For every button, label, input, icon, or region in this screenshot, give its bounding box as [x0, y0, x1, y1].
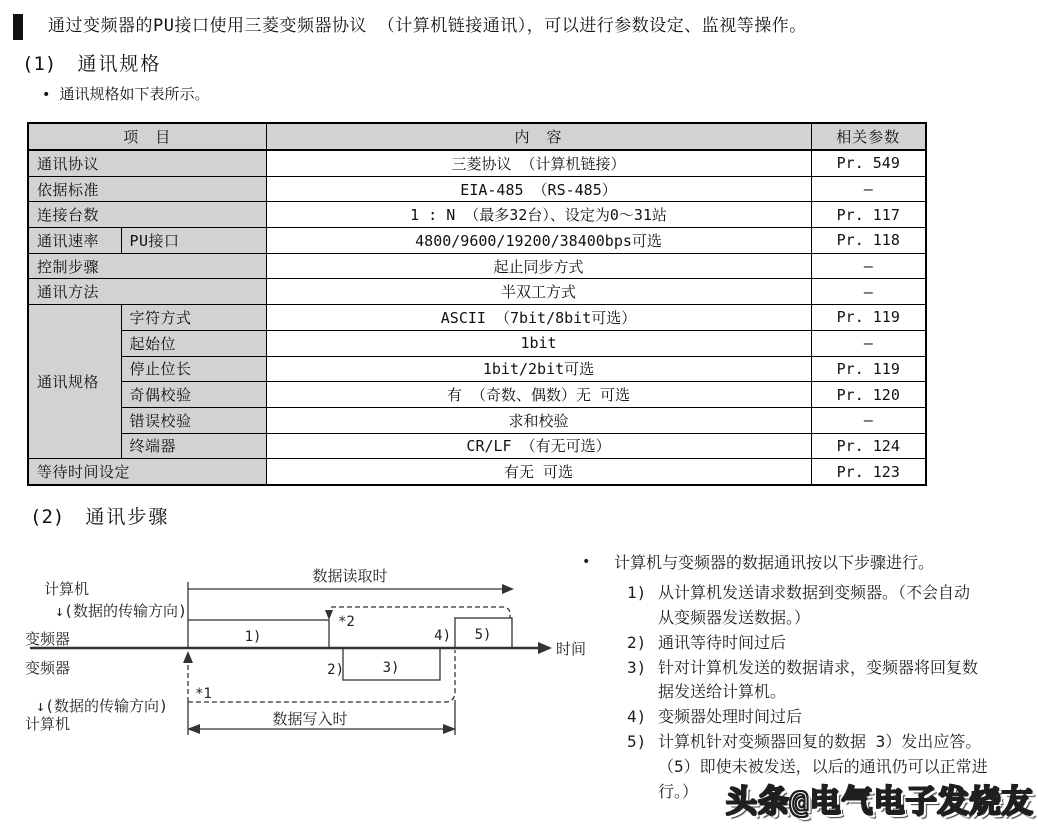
intro-block — [13, 11, 807, 41]
step-text — [658, 581, 970, 631]
row-content: 半双工方式 — [266, 279, 811, 305]
time-axis-arrowhead-icon — [538, 642, 552, 654]
section-1-title: 通讯规格 — [77, 53, 162, 75]
step4-label: 4) — [434, 628, 451, 644]
table-row — [28, 202, 926, 228]
row-param: Pr. 119 — [811, 305, 926, 331]
step-number: 3) — [627, 657, 647, 677]
step-text-line: 通讯等待时间过后 — [658, 632, 787, 652]
table-row — [28, 176, 926, 202]
step-text — [658, 631, 786, 656]
row-content: 1bit — [266, 330, 811, 356]
diagram-direction-top-label: ↓(数据的传输方向) — [55, 602, 188, 620]
step-number: 5) — [627, 732, 647, 752]
step-item — [578, 705, 1038, 730]
note1-label: *1 — [195, 686, 212, 702]
reply-dashed-path — [331, 607, 510, 618]
step-text-line: 计算机针对变频器回复的数据 3）发出应答。 — [658, 732, 982, 752]
step-text — [658, 656, 978, 706]
step-item — [578, 656, 1038, 706]
row-subitem: 起始位 — [121, 330, 266, 356]
section-marker-bar-icon — [13, 14, 23, 40]
table-header-row — [28, 123, 926, 150]
bullet-icon: • — [582, 554, 591, 570]
read-arrowhead-icon — [502, 584, 514, 594]
table-row — [28, 279, 926, 305]
write-dashed-path — [188, 650, 455, 702]
row-param: Pr. 117 — [811, 202, 926, 228]
row-param: — — [811, 253, 926, 279]
section-1-bullet-text: 通讯规格如下表所示。 — [59, 85, 210, 103]
steps-lead — [578, 550, 1038, 575]
write-right-arrowhead-icon — [443, 724, 456, 734]
step-text-line: 针对计算机发送的数据请求，变频器将回复数 — [658, 657, 979, 677]
section-2-heading — [30, 502, 169, 529]
diagram-time-label: 时间 — [556, 640, 587, 658]
row-content: 求和校验 — [266, 407, 811, 433]
intro-text: 通过变频器的PU接口使用三菱变频器协议 （计算机链接通讯），可以进行参数设定、监视等操作。 — [48, 16, 807, 36]
diagram-inverter1-label: 变频器 — [25, 630, 71, 648]
section-2-title: 通讯步骤 — [85, 506, 170, 528]
row-content: 三菱协议 （计算机链接） — [266, 150, 811, 176]
row-item: 通讯协议 — [28, 150, 266, 176]
step-number: 1) — [627, 583, 647, 602]
row-subitem: 终端器 — [121, 433, 266, 459]
diagram-read-label: 数据读取时 — [312, 567, 388, 585]
row-item: 控制步骤 — [28, 253, 266, 279]
row-param: Pr. 120 — [811, 382, 926, 408]
table-row — [28, 253, 926, 279]
step3-label: 3) — [382, 660, 400, 676]
bullet-icon: • — [42, 87, 51, 103]
row-subitem: 奇偶校验 — [121, 382, 266, 408]
step-number: 2) — [627, 632, 647, 652]
step-text-line: 行。） — [658, 781, 699, 801]
row-content: 1bit/2bit可选 — [266, 356, 811, 382]
step-text-line: （5）即使未被发送，以后的通讯仍可以正常进 — [658, 756, 988, 776]
step-text — [658, 705, 802, 730]
row-param: — — [811, 279, 926, 305]
steps-lead-text: 计算机与变频器的数据通讯按以下步骤进行。 — [614, 553, 935, 572]
section-2-number: (2) — [30, 506, 65, 528]
step-text-line: 据发送给计算机。 — [658, 682, 787, 702]
step-number: 4) — [627, 707, 647, 727]
spec-table — [27, 122, 927, 486]
step5-label: 5) — [474, 627, 492, 643]
table-row — [28, 407, 926, 433]
row-param: Pr. 118 — [811, 228, 926, 254]
row-subitem: 错误校验 — [121, 407, 266, 433]
diagram-computer-top-label: 计算机 — [44, 580, 90, 598]
row-param: Pr. 119 — [811, 356, 926, 382]
steps-list — [578, 550, 1038, 805]
diagram-direction-bottom-label: ↓(数据的传输方向) — [36, 697, 169, 715]
row-content: EIA-485 （RS-485） — [266, 176, 811, 202]
note1-up-arrow-icon — [183, 651, 193, 663]
row-content: 有无 可选 — [266, 459, 811, 485]
step2-label: 2) — [327, 662, 344, 678]
table-row — [28, 305, 926, 331]
row-param: Pr. 123 — [811, 459, 926, 485]
header-param: 相关参数 — [811, 123, 926, 150]
row-content: 有 （奇数、偶数）无 可选 — [266, 382, 811, 408]
row-subitem: 停止位长 — [121, 356, 266, 382]
section-1-bullet-line — [42, 83, 209, 104]
row-subitem: PU接口 — [121, 228, 266, 254]
table-row — [28, 150, 926, 176]
row-item: 等待时间设定 — [28, 459, 266, 485]
table-row — [28, 433, 926, 459]
table-row — [28, 330, 926, 356]
step-text-line: 变频器处理时间过后 — [658, 707, 803, 727]
row-content: 4800/9600/19200/38400bps可选 — [266, 228, 811, 254]
header-content: 内 容 — [266, 123, 811, 150]
table-row — [28, 356, 926, 382]
row-item: 连接台数 — [28, 202, 266, 228]
row-content: 起止同步方式 — [266, 253, 811, 279]
step-item — [578, 581, 1038, 631]
note2-down-arrow-icon — [325, 610, 333, 620]
row-param: Pr. 124 — [811, 433, 926, 459]
row-content: ASCII （7bit/8bit可选） — [266, 305, 811, 331]
row-item: 通讯速率 — [28, 228, 121, 254]
row-param: Pr. 549 — [811, 150, 926, 176]
note2-label: *2 — [338, 614, 355, 630]
row-param: — — [811, 407, 926, 433]
step-text-line: 从计算机发送请求数据到变频器。（不会自动 — [658, 583, 971, 602]
row-content: 1 : N （最多32台）、设定为0～31站 — [266, 202, 811, 228]
row-group-label: 通讯规格 — [28, 305, 121, 459]
table-row — [28, 382, 926, 408]
row-param: — — [811, 330, 926, 356]
step-item — [578, 631, 1038, 656]
row-subitem: 字符方式 — [121, 305, 266, 331]
step-text-line: 从变频器发送数据。） — [658, 607, 811, 627]
table-row — [28, 228, 926, 254]
write-left-arrowhead-icon — [187, 724, 200, 734]
header-item: 项 目 — [28, 123, 266, 150]
section-1-number: (1) — [22, 53, 57, 75]
step1-label: 1) — [244, 629, 262, 645]
section-1-heading — [22, 49, 161, 76]
timing-diagram — [20, 560, 600, 745]
diagram-computer-bottom-label: 计算机 — [25, 715, 71, 733]
diagram-write-label: 数据写入时 — [272, 710, 348, 728]
row-content: CR/LF （有无可选） — [266, 433, 811, 459]
table-row — [28, 459, 926, 485]
row-item: 依据标准 — [28, 176, 266, 202]
row-param: — — [811, 176, 926, 202]
diagram-inverter2-label: 变频器 — [25, 659, 71, 677]
row-item: 通讯方法 — [28, 279, 266, 305]
watermark: 头条@电气电子发烧友 — [726, 784, 1034, 820]
